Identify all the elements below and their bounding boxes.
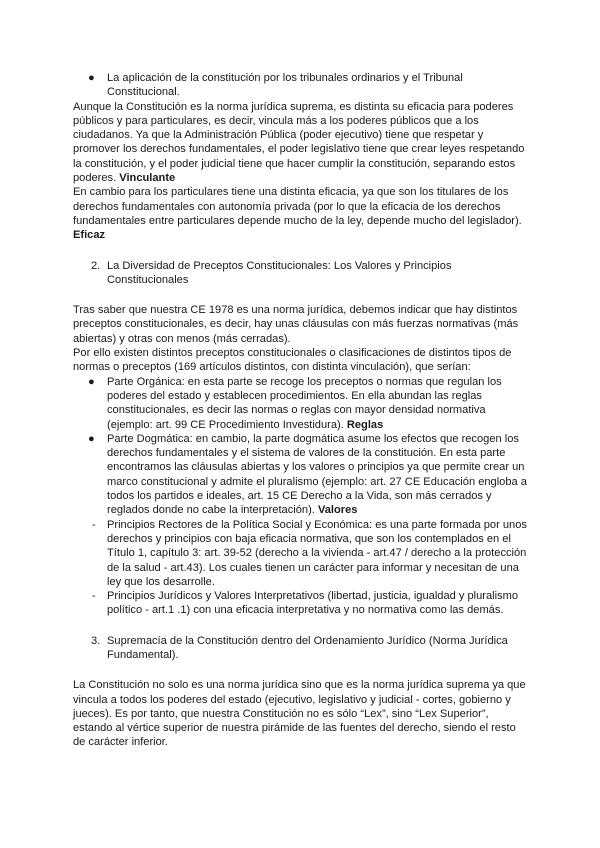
dash-icon: - xyxy=(92,590,96,603)
paragraph-eficaz xyxy=(73,185,528,242)
list-item-body xyxy=(107,432,528,518)
section-number: 3. xyxy=(91,634,101,647)
paragraph-vinculante xyxy=(73,100,528,186)
section-heading xyxy=(73,259,528,288)
bullet-icon: ● xyxy=(88,72,95,84)
list-item xyxy=(73,71,528,100)
list-item xyxy=(73,589,528,618)
dash-icon: - xyxy=(92,518,96,531)
list-item xyxy=(73,432,528,518)
section-heading-text: La Diversidad de Preceptos Constitucionales: Los Valores y Principios Constitucionales xyxy=(107,259,452,286)
document-page xyxy=(73,71,528,750)
paragraph-text: Aunque la Constitución es la norma jurídica suprema, es distinta su eficacia para poderes públicos y para particulares, es decir, vincula más a los poderes públicos que a los ciudadanos. Ya que la Administración Pública (poder ejecutivo) tiene que respetar y promover los derechos fundamentales, el poder legislativo tiene que crear leyes respetando la constitución, y el poder judicial tiene que hacer cumplir la constitución, separando estos poderes. xyxy=(73,100,525,185)
list-item-text: Principios Jurídicos y Valores Interpretativos (libertad, justicia, igualdad y pluralismo político - art.1 .1) con una eficacia interpretativa y no normativa como las demás. xyxy=(107,590,519,617)
list-item-text: Parte Orgánica: en esta parte se recoge los preceptos o normas que regulan los poderes del estado y establecen procedimientos. En ella abundan las reglas constitucionales, es decir las normas o reglas con mayor densidad normativa (ejemplo: art. 99 CE Procedimiento Investidura). xyxy=(107,375,502,431)
section-heading xyxy=(73,634,528,663)
bullet-icon: ● xyxy=(88,375,95,388)
paragraph-bold-term: Vinculante xyxy=(119,172,176,185)
paragraph-text: En cambio para los particulares tiene una distinta eficacia, ya que son los titulares de los derechos fundamentales con autonomía privada (por lo que la eficacia de los derechos fundamentales entre particulares depende mucho de la ley, depende mucho del legislador). xyxy=(73,186,522,227)
list-item-text: Principios Rectores de la Política Social y Económica: es una parte formada por unos derechos y principios con baja eficacia normativa, que son los contemplados en el Título 1, capítulo 3: art. 39-52 (derecho a la vivienda - art.47 / derecho a la protección de la salud - art.43). Los cuales tienen un carácter para informar y necesitan de una ley que los desarrolle. xyxy=(107,518,527,588)
section-heading-text: Supremacía de la Constitución dentro del Ordenamiento Jurídico (Norma Jurídica Fundamental). xyxy=(107,634,508,661)
list-item-bold-term: Reglas xyxy=(346,418,384,431)
paragraph-supremacia: La Constitución no solo es una norma jurídica sino que es la norma jurídica suprema ya que vincula a todos los poderes del estado (ejecutivo, legislativo y judicial - cortes, gobierno y jueces). Es por tanto, que nuestra Constitución no es sólo “Lex”, sino “Lex Superior”, estando al vértice superior de nuestra pirámide de las fuentes del derecho, siendo el resto de carácter inferior. xyxy=(73,679,526,749)
paragraph-bold-term: Eficaz xyxy=(73,229,106,242)
paragraph-intro: Por ello existen distintos preceptos constitucionales o clasificaciones de distintos tipos de normas o preceptos (169 artículos distintos, con distinta vinculación), que serían: xyxy=(73,347,512,374)
list-item xyxy=(73,518,528,589)
list-item-bold-term: Valores xyxy=(317,504,358,517)
bullet-icon: ● xyxy=(88,432,95,445)
list-item xyxy=(73,375,528,432)
bullet-text: La aplicación de la constitución por los tribunales ordinarios y el Tribunal Constitucional. xyxy=(107,72,463,99)
list-item-body xyxy=(107,375,528,432)
section-number: 2. xyxy=(91,259,101,272)
paragraph-intro: Tras saber que nuestra CE 1978 es una norma jurídica, debemos indicar que hay distintos preceptos constitucionales, es decir, hay unas cláusulas con más fuerzas normativas (más abiertas) y otras con menos (más cerradas). xyxy=(73,304,519,345)
list-item-text: Parte Dogmática: en cambio, la parte dogmática asume los efectos que recogen los derechos fundamentales y el sistema de valores de la constitución. En esta parte encontramos las cláusulas abiertas y los valores o principios ya que permite crear un marco constitucional y admite el pluralismo (ejemplo: art. 27 CE Educación engloba a todos los partidos e ideales, art. 15 CE Derecho a la Vida, son más cerrados y reglados donde no cabe la interpretación). xyxy=(107,432,527,517)
